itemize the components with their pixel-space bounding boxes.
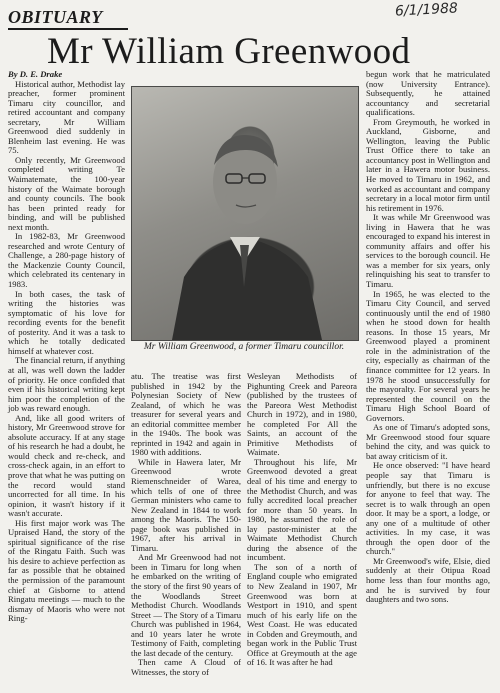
paragraph: From Greymouth, he worked in Auckland, Gisborne, and Wellington, leaving the Public Trust Office there to take an accountancy post in Wellington and later in a Hawera motor business. He moved to Timaru in 1962, and worked as accountant and company secretary in a local motor firm until his retirement in 1976. <box>366 116 490 213</box>
portrait-figure <box>132 87 358 340</box>
paragraph: Wesleyan Methodists of Pighunting Creek and Pareora (published by the trustees of the Pareora West Methodist Church in 1972), and in 1980, he completed For All the Saints, an account of the Primitive Methodists of Waimate. <box>247 371 357 458</box>
paragraph: Only recently, Mr Greenwood completed writing Te Waimatemate, the 100-year history of the Waimate borough and county councils. The book has been printed ready for binding, and will be published next month. <box>8 154 125 232</box>
paragraph: While in Hawera later, Mr Greenwood wrote Riemenschneider of Warea, which tells of one of three German ministers who came to New Zealand in 1844 to work among the Maoris. The 150-page book was published in 1967, after his arrival in Timaru. <box>131 456 241 553</box>
handwritten-date: 6/1/1988 <box>394 0 459 20</box>
paragraph: atu. The treatise was first published in 1942 by the Polynesian Society of New Zealand, of which he was treasurer for several years and an editorial committee member in the 1940s. The book was reprinted in 1942 and again in 1980 with additions. <box>131 371 241 458</box>
portrait-photo <box>131 86 359 341</box>
paragraph: His first major work was The Upraised Hand, the story of the spiritual significance of the rise of the Ringatu Faith. Such was his desire to achieve perfection as far as possible that he obtained the permission of the paramount chief at Gisborne to attend Ringatu meetings — much to the dismay of Maoris who were not Ring- <box>8 517 125 624</box>
section-rule <box>8 28 128 30</box>
headline: Mr William Greenwood <box>47 31 411 72</box>
paragraph: The financial return, if anything at all, was well down the ladder of priority. He once confided that even if his historical writing kept him poor the completion of the job was reward enough. <box>8 355 126 414</box>
paragraph: Mr Greenwood's wife, Elsie, died suddenly at their Otipua Road home less than four months ago, and he is survived by four daughters and two sons. <box>366 555 490 605</box>
article-column-4 <box>366 70 490 605</box>
paragraph: As one of Timaru's adopted sons, Mr Greenwood stood four square behind the city, and was quick to bat away criticism of it. <box>366 422 490 461</box>
article-column-1 <box>8 70 125 624</box>
paragraph: He once observed: "I have heard people say that Timaru is unfriendly, but there is no excuse for anyone to feel that way. The secret is to walk through an open door. It may be a sport, a lodge, or any one of a multitude of other activities. In my case, it was through the open door of the church." <box>366 460 490 557</box>
paragraph: In 1965, he was elected to the Timaru City Council, and served continuously until the end of 1980 when he stood down for health reasons. In those 15 years, Mr Greenwood played a prominent role in the administration of the city, especially as chairman of the finance committee for 12 years. In 1978 he stood unsuccessfully for the mayoralty. For several years he represented the council on the Timaru High School Board of Governors. <box>366 288 490 423</box>
paragraph: begun work that he matriculated (now University Entrance). Subsequently, he attained accountancy and secretarial qualifications. <box>366 69 490 118</box>
paragraph: And Mr Greenwood had not been in Timaru for long when he embarked on the writing of the story of the first 90 years of the Woodlands Street Methodist Church. Woodlands Street — The Story of a Timaru Church was published in 1964, and 10 years later he wrote Testimony of Faith, completing the last decade of the century. <box>131 552 241 658</box>
paragraph: The son of a north of England couple who emigrated to New Zealand in 1907, Mr Greenwood was born at Westport in 1910, and spent much of his early life on the West Coast. He was educated in Cobden and Greymouth, and began work in the Public Trust Office at Greymouth at the age of 16. It was after he had <box>247 561 357 668</box>
byline: By D. E. Drake <box>8 69 63 79</box>
article-column-3 <box>247 372 357 668</box>
paragraph: It was while Mr Greenwood was living in Hawera that he was encouraged to expand his interest in community affairs and offer his services to the borough council. He was a member for six years, only relinquishing his seat to transfer to Timaru. <box>366 212 490 290</box>
photo-caption: Mr William Greenwood, a former Timaru councillor. <box>143 342 345 352</box>
paragraph: Throughout his life, Mr Greenwood devoted a great deal of his time and energy to the Methodist Church, and was fully accredited local preacher for more than 50 years. In 1980, he assumed the role of lay pastor-minister at the Waimate Methodist Church during the absence of the incumbent. <box>247 456 357 563</box>
section-label: OBITUARY <box>8 7 103 27</box>
paragraph: And, like all good writers of history, Mr Greenwood strove for absolute accuracy. If at any stage of his research he had a doubt, he would check and re-check, and cross-check again, in an effort to prove that what he was putting on the record would stand uncorrected for all time. In his opinion, it wasn't history if it wasn't accurate. <box>8 412 125 519</box>
paragraph: Historical author, Methodist lay preacher, former prominent Timaru city councillor, and retired accountant and company secretary, Mr William Greenwood died suddenly in Blenheim last evening. He was 75. <box>8 78 125 156</box>
paragraph: In 1982-83, Mr Greenwood researched and wrote Century of Challenge, a 280-page history of the Mackenzie County Council, which celebrated its centenary in 1983. <box>8 231 125 290</box>
paragraph: Then came A Cloud of Witnesses, the story of <box>131 657 241 677</box>
paragraph: In both cases, the task of writing the histories was symptomatic of his love for recording events for the benefit of posterity. And it was a task to which he totally dedicated himself at whatever cost. <box>8 288 125 356</box>
article-column-2 <box>131 372 241 678</box>
